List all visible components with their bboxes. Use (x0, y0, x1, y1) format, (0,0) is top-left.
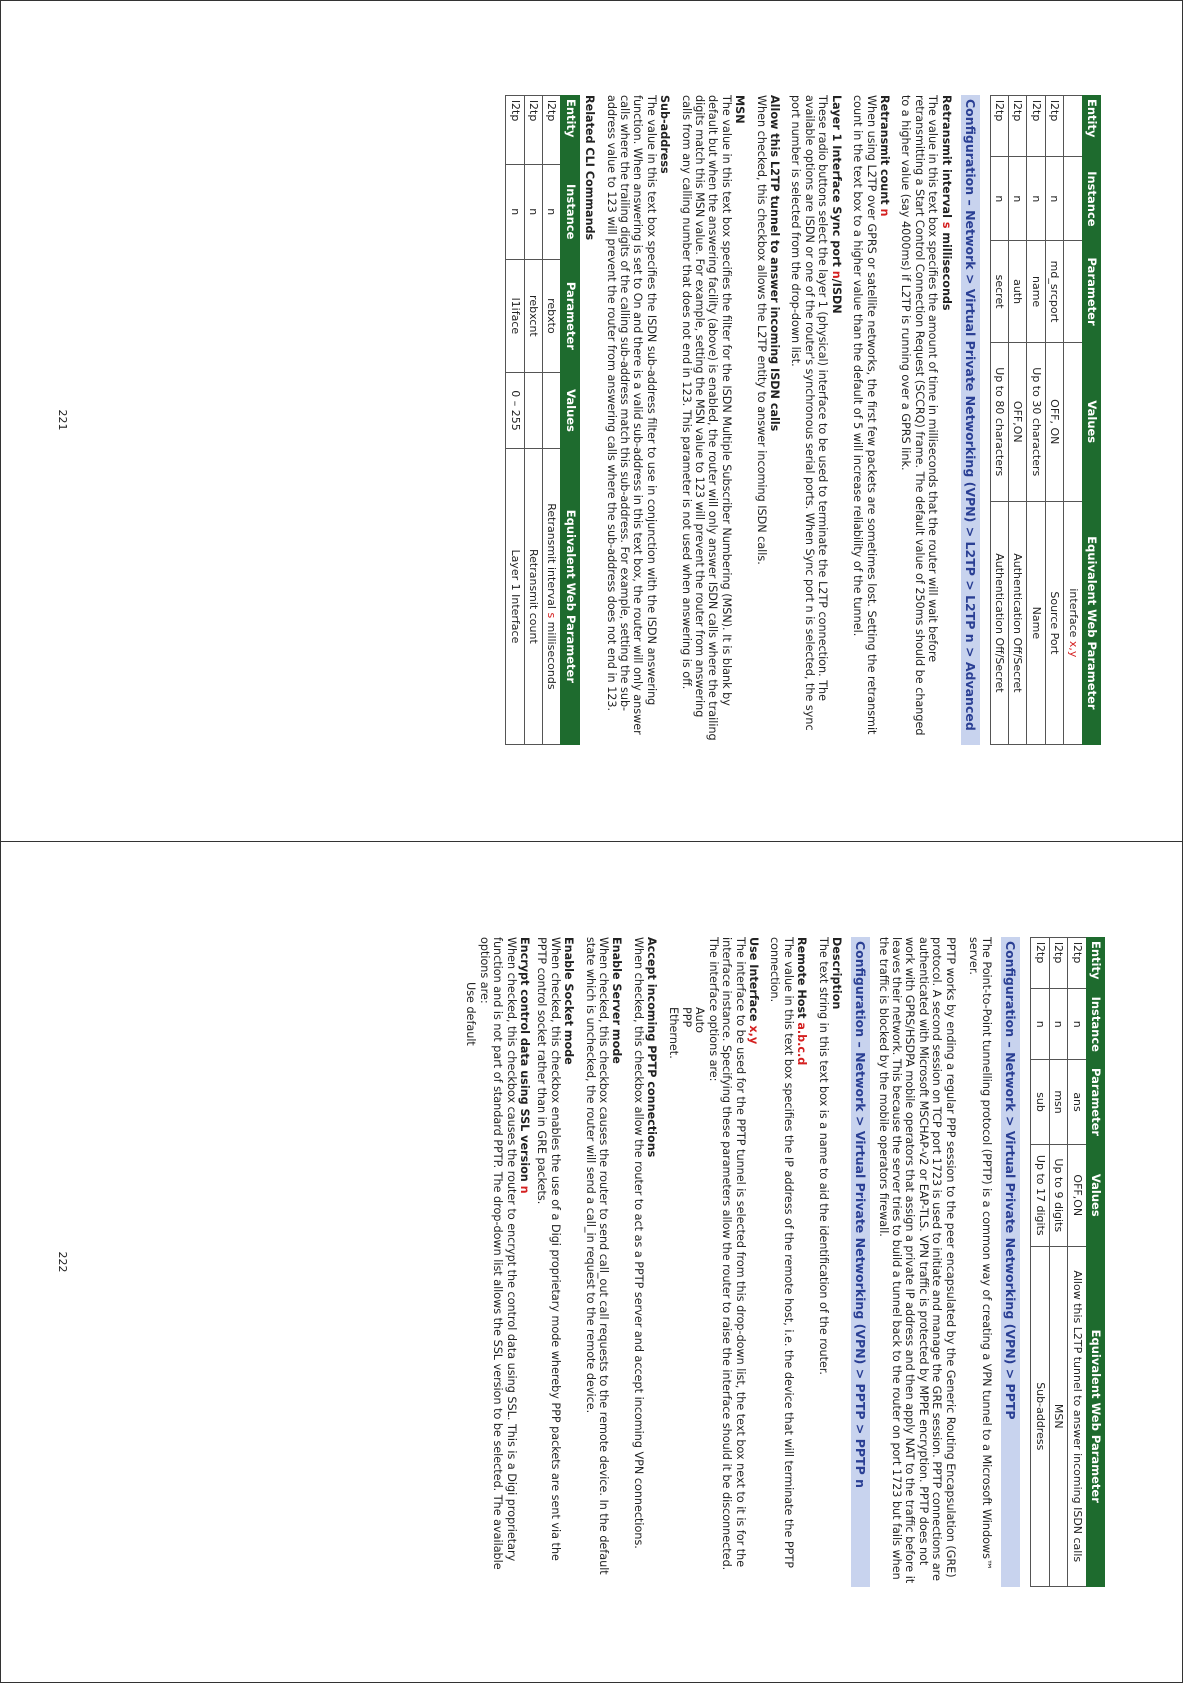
item-body: When checked, this checkbox enables the use of a Digi proprietary mode whereby PPP packets are sent via the PPTP control socket rather than in GRE packets. (535, 937, 562, 1561)
col-web-parameter: Equivalent Web Parameter (561, 448, 579, 744)
cell-instance: n (1049, 989, 1067, 1060)
item-title: Use Interface x,y (747, 937, 761, 1045)
cell-entity: l2tp (1008, 96, 1026, 157)
cell-instance: n (524, 164, 542, 259)
cell-web: Retransmit interval s milliseconds (543, 448, 561, 744)
item-title: Enable Socket mode (562, 937, 576, 1065)
cell-values: 0 – 255 (506, 373, 524, 449)
table-row (524, 96, 542, 745)
cell-parameter: msn (1049, 1060, 1067, 1145)
item-title: Retransmit interval s milliseconds (939, 95, 953, 311)
item-title: Allow this L2TP tunnel to answer incoming ISDN calls (768, 95, 782, 432)
cell-entity: l2tp (1049, 938, 1067, 989)
cell-web: Authentication Off/Secret (1008, 501, 1026, 744)
cell-instance: n (1068, 989, 1086, 1060)
cell-values (524, 373, 542, 449)
col-entity: Entity (1086, 938, 1104, 989)
cell-parameter: md_srcport (1045, 241, 1063, 342)
col-instance: Instance (1086, 989, 1104, 1060)
item-body: When checked, this checkbox causes the router to send call_out call requests to the remote device. In the default state which is unchecked, the router will send a call_in request to the remote device. (583, 937, 611, 1575)
col-parameter: Parameter (561, 259, 579, 373)
cell-entity: l2tp (524, 96, 542, 165)
cell-web: Allow this L2TP tunnel to answer incoming ISDN calls (1068, 1246, 1086, 1586)
cell-entity: l2tp (1068, 938, 1086, 989)
table-row (990, 96, 1008, 745)
cell-values (543, 373, 561, 449)
table-row (1008, 96, 1026, 745)
page-222 (0, 842, 1183, 1682)
list-item: Ethernet. (666, 1007, 680, 1059)
page-222-content (464, 937, 1105, 1587)
cell-values: Up to 9 digits (1049, 1145, 1067, 1247)
cell-web: Authentication Off/Secret (990, 501, 1008, 744)
item-body: When using L2TP over GPRS or satellite networks, the first few packets are sometimes lost. Setting the retransmit count in the text box to a higher value than the default of 5 will increase reliability of the tunnel. (851, 95, 878, 735)
page-number: 221 (56, 409, 69, 431)
item-title: Sub-address (658, 95, 672, 174)
section-heading-pptp: Configuration – Network > Virtual Private Networking (VPN) > PPTP (1001, 937, 1020, 1587)
list-item: Auto (693, 1007, 707, 1033)
cell-values (1064, 342, 1082, 501)
col-web-parameter: Equivalent Web Parameter (1082, 501, 1100, 744)
cell-parameter: sub (1031, 1060, 1049, 1145)
cell-values: Up to 80 characters (990, 342, 1008, 501)
col-values: Values (561, 373, 579, 449)
variable-text: x,y (1066, 640, 1080, 658)
cell-entity: l2tp (1031, 938, 1049, 989)
col-parameter: Parameter (1086, 1060, 1104, 1145)
item-body: When checked, this checkbox causes the router to encrypt the control data using SSL. This is a Digi proprietary function and is not part of standard PPTP. The drop-down list allows the SSL version to be selected. The available options are: (477, 937, 518, 1570)
cell-web: Sub-address (1031, 1246, 1049, 1586)
cell-entity: l2tp (1045, 96, 1063, 157)
cell-instance (1064, 157, 1082, 241)
section-heading-l2tp-advanced: Configuration – Network > Virtual Private Networking (VPN) > L2TP > L2TP n > Advanced (961, 95, 980, 745)
col-entity: Entity (1082, 96, 1100, 157)
params-table-221 (990, 95, 1101, 745)
cell-values: Up to 17 digits (1031, 1145, 1049, 1247)
list-item: PPP (680, 1007, 694, 1028)
item-body: The value in this text box specifies the filter for the ISDN Multiple Subscriber Numbering (MSN). It is blank by default but when the answering facility (above) is enabled, the router will only answer ISDN calls where the trailing digits match this MSN value. For example, setting the MSN value to 123 will prevent the router from answering calls from any calling number that does not end in 123. This parameter is not used when answering is off. (679, 95, 733, 741)
item-body: The interface to be used for the PPTP tunnel is selected from this drop-down list, the text box next to it is for the interface instance. Specifying these parameters allow the router to raise the interface should it be disconnected. The interface options are: (706, 937, 747, 1571)
col-instance: Instance (1082, 157, 1100, 241)
intro-paragraph: PPTP works by ending a regular PPP session to the peer encapsulated by the Generic Routing Encapsulation (GRE) protocol. A second session on TCP port 1723 is used to initiate and manage the GRE session. PPTP connections are authenticated with Microsoft MSCHAP-v2 or EAP-TLS. VPN traffic is protected by MPPE encryption. PPTP does not work with GPRS/HSDPA mobile operators that assign a private IP address and then apply NAT to the traffic before it leaves their network. This because the server tries to build a tunnel back to the router on port 1723 but fails when the traffic is blocked by the mobile operators firewall. (876, 937, 957, 1584)
cell-entity (1064, 96, 1082, 157)
cell-web: MSN (1049, 1246, 1067, 1586)
cell-values: OFF,ON (1008, 342, 1026, 501)
table-row (1049, 938, 1067, 1587)
cell-instance: n (990, 157, 1008, 241)
item-title: MSN (733, 95, 747, 124)
item-title: Accept incoming PPTP connections (645, 937, 659, 1158)
item-body: The text string in this text box is a name to aid the identification of the router. (816, 937, 830, 1375)
item-body: The value in this text box specifies the amount of time in milliseconds that the router will wait before retransmitting a Start Control Connection Request (SCCRQ) frame. The default value of 250ms should be changed to a higher value (say 4000ms) if L2TP is running over a GPRS link. (899, 95, 940, 736)
table-row (1064, 96, 1082, 745)
cell-parameter: l1iface (506, 259, 524, 373)
related-cli-heading: Related CLI Commands (583, 95, 597, 241)
cell-web: Retransmit count (524, 448, 542, 744)
cell-parameter: ans (1068, 1060, 1086, 1145)
col-parameter: Parameter (1082, 241, 1100, 342)
item-body: When checked, this checkbox allow the router to act as a PPTP server and accept incoming VPN connections. (631, 937, 645, 1549)
col-instance: Instance (561, 164, 579, 259)
cell-parameter: name (1027, 241, 1045, 342)
section-heading-pptp-n: Configuration – Network > Virtual Private Networking (VPN) > PPTP > PPTP n (851, 937, 870, 1587)
cell-parameter: secret (990, 241, 1008, 342)
col-values: Values (1082, 342, 1100, 501)
cell-values: OFF,ON (1068, 1145, 1086, 1247)
col-web-parameter: Equivalent Web Parameter (1086, 1246, 1104, 1586)
cell-instance: n (1045, 157, 1063, 241)
related-cli-table (505, 95, 580, 745)
item-title: Description (830, 937, 844, 1010)
cell-web: Layer 1 Interface (506, 448, 524, 744)
table-row (1045, 96, 1063, 745)
cell-instance: n (506, 164, 524, 259)
item-title: Retransmit count n (877, 95, 891, 217)
table-row (506, 96, 524, 745)
params-table-222 (1030, 937, 1105, 1587)
cell-values: OFF, ON (1045, 342, 1063, 501)
cell-instance: n (543, 164, 561, 259)
page-221 (0, 0, 1183, 840)
table-row (1068, 938, 1086, 1587)
table-row (1031, 938, 1049, 1587)
cell-instance: n (1027, 157, 1045, 241)
cell-parameter: rebxto (543, 259, 561, 373)
page-number: 222 (56, 1251, 69, 1273)
cell-parameter: auth (1008, 241, 1026, 342)
col-entity: Entity (561, 96, 579, 165)
item-body: When checked, this checkbox allows the L2TP entity to answer incoming ISDN calls. (754, 95, 768, 565)
item-title: Layer 1 Interface Sync port n/ISDN (829, 95, 843, 314)
list-item: Use default (464, 982, 478, 1046)
cell-values: Up to 30 characters (1027, 342, 1045, 501)
cell-entity: l2tp (1027, 96, 1045, 157)
item-body: The value in this text box specifies the ISDN sub-address filter to use in conjunction with the ISDN answering function. When answering is set to On and there is a valid sub-address in this text box, the router will only answer calls where the trailing digits of the calling sub-address match this sub-address. For example, setting the sub-address value to 123 will prevent the router from answering calls where the sub-address does not end in 123. (604, 95, 658, 735)
item-body: These radio buttons select the layer 1 (physical) interface to be used to terminate the L2TP connection. The available options are ISDN or one of the router's synchronous serial ports. When Sync port n is selected, the sync port number is selected from the drop-down list. (789, 95, 830, 731)
table-row (1027, 96, 1045, 745)
cell-instance: n (1008, 157, 1026, 241)
item-title: Enable Server mode (610, 937, 624, 1064)
cell-web: interface x,y (1064, 501, 1082, 744)
cell-web: Name (1027, 501, 1045, 744)
cell-parameter: rebxcnt (524, 259, 542, 373)
intro-paragraph: The Point-to-Point tunnelling protocol (PPTP) is a common way of creating a VPN tunnel to a Microsoft Windows™ server. (966, 937, 994, 1571)
item-title: Remote Host a.b.c.d (795, 937, 809, 1066)
item-body: The value in this text box specifies the IP address of the remote host, i.e. the device that will terminate the PPTP connection. (768, 937, 795, 1568)
item-title: Encrypt control data using SSL version n (518, 937, 531, 1194)
cell-entity: l2tp (543, 96, 561, 165)
page-221-content (495, 95, 1101, 745)
cell-web: Source Port (1045, 501, 1063, 744)
table-row (543, 96, 561, 745)
cell-entity: l2tp (506, 96, 524, 165)
cell-parameter (1064, 241, 1082, 342)
cell-instance: n (1031, 989, 1049, 1060)
col-values: Values (1086, 1145, 1104, 1247)
cell-entity: l2tp (990, 96, 1008, 157)
